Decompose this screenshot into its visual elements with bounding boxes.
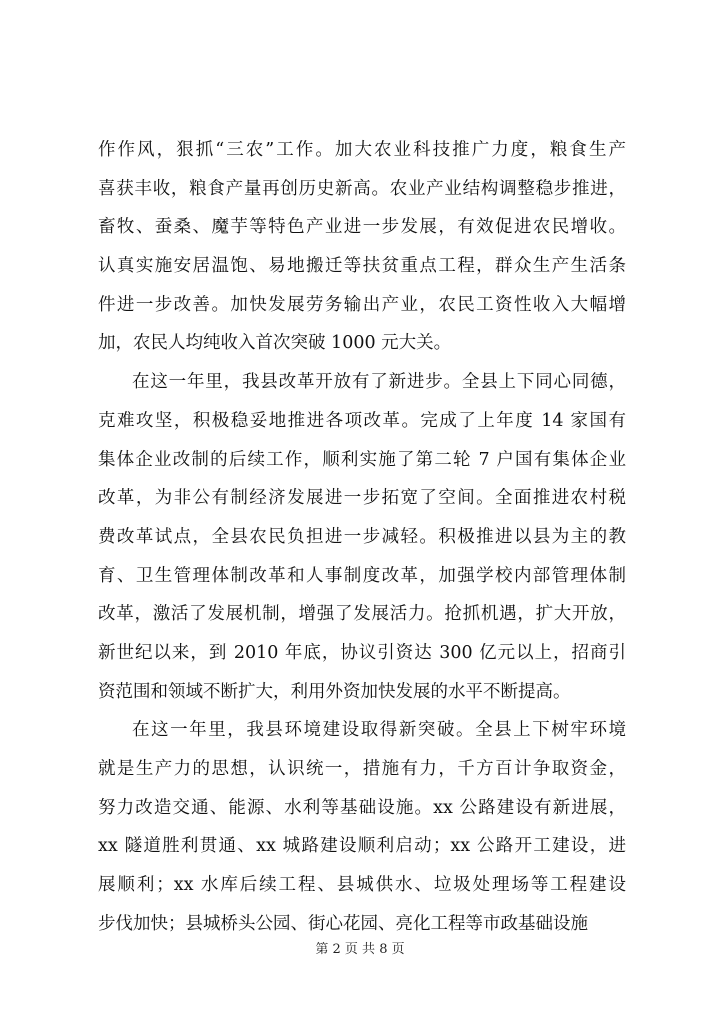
text-line: 改革，激活了发展机制，增强了发展活力。抢抓机遇，扩大开放， <box>98 604 626 625</box>
text-line: 在这一年里，我县环境建设取得新突破。全县上下树牢环境 <box>132 720 626 741</box>
text-line: 努力改造交通、能源、水利等基础设施。xx 公路建设有新进展， <box>98 797 626 818</box>
text-line: 费改革试点，全县农民负担进一步减轻。积极推进以县为主的教 <box>98 526 626 547</box>
paragraph <box>98 363 626 711</box>
text-line: 新世纪以来，到 2010 年底，协议引资达 300 亿元以上，招商引 <box>98 642 626 663</box>
text-line: 克难攻坚，积极稳妥地推进各项改革。完成了上年度 14 家国有 <box>98 410 626 431</box>
text-line: 集体企业改制的后续工作，顺利实施了第二轮 7 户国有集体企业 <box>98 449 626 470</box>
text-line: 件进一步改善。加快发展劳务输出产业，农民工资性收入大幅增 <box>98 294 626 315</box>
text-line: xx 隧道胜利贯通、xx 城路建设顺利启动；xx 公路开工建设，进 <box>98 836 626 857</box>
text-line: 畜牧、蚕桑、魔芋等特色产业进一步发展，有效促进农民增收。 <box>98 217 626 238</box>
paragraph <box>98 131 626 363</box>
text-line: 步伐加快；县城桥头公园、街心花园、亮化工程等市政基础设施 <box>98 913 588 934</box>
text-line: 展顺利；xx 水库后续工程、县城供水、垃圾处理场等工程建设 <box>98 875 626 896</box>
text-line: 改革，为非公有制经济发展进一步拓宽了空间。全面推进农村税 <box>98 488 626 509</box>
text-line: 育、卫生管理体制改革和人事制度改革，加强学校内部管理体制 <box>98 565 626 586</box>
text-line: 资范围和领域不断扩大，利用外资加快发展的水平不断提高。 <box>98 681 571 702</box>
document-body <box>98 131 626 943</box>
text-line: 就是生产力的思想，认识统一，措施有力，千方百计争取资金， <box>98 759 626 779</box>
paragraph <box>98 711 626 943</box>
text-line: 作作风，狠抓“三农”工作。加大农业科技推广力度，粮食生产 <box>98 140 626 160</box>
text-line: 在这一年里，我县改革开放有了新进步。全县上下同心同德， <box>132 372 626 393</box>
text-line: 喜获丰收，粮食产量再创历史新高。农业产业结构调整稳步推进， <box>98 178 626 199</box>
text-line: 认真实施安居温饱、易地搬迁等扶贫重点工程，群众生产生活条 <box>98 256 626 277</box>
page-footer: 第 2 页 共 8 页 <box>315 942 405 957</box>
text-line: 加，农民人均纯收入首次突破 1000 元大关。 <box>98 333 452 354</box>
